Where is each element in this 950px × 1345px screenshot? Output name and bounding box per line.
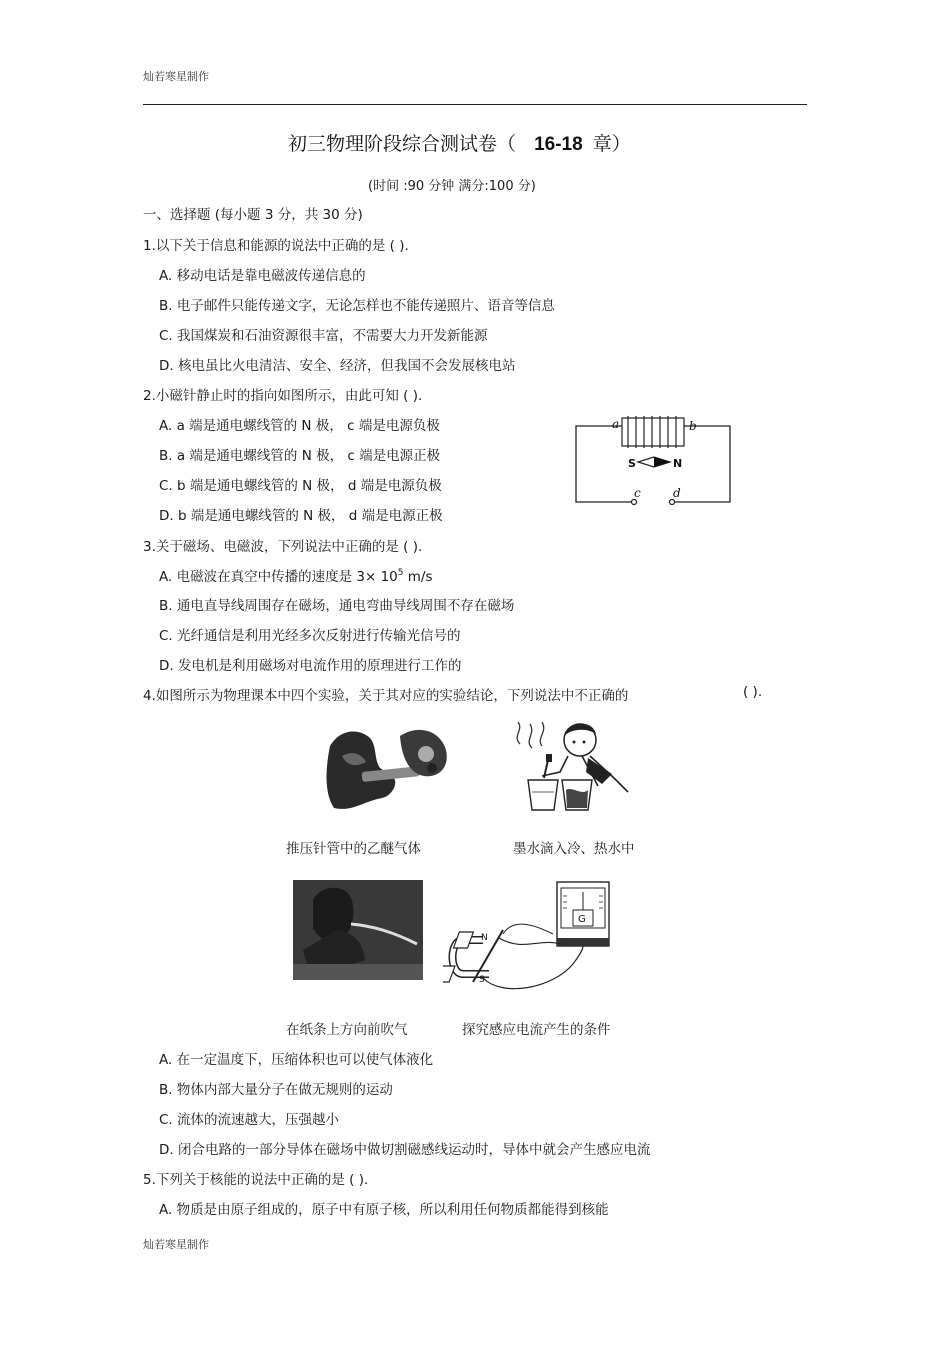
option-a-unit: m/s xyxy=(403,569,433,585)
option-a-text: A. 电磁波在真空中传播的速度是 3× 10 xyxy=(159,569,398,585)
label-b: b xyxy=(689,419,697,433)
galvanometer-label: G xyxy=(578,914,586,925)
question-3-stem: 3.关于磁场、电磁波，下列说法中正确的是 ( ). xyxy=(143,539,423,555)
question-4-option-b: B. 物体内部大量分子在做无规则的运动 xyxy=(159,1082,393,1098)
svg-text:S: S xyxy=(479,975,485,985)
caption-induction: 探究感应电流产生的条件 xyxy=(462,1022,611,1038)
title-chapters: 16-18 xyxy=(534,134,583,155)
page-title xyxy=(288,129,631,156)
question-1-stem: 1.以下关于信息和能源的说法中正确的是 ( ). xyxy=(143,238,409,254)
induction-galvanometer-diagram xyxy=(443,878,613,1002)
label-n: N xyxy=(673,457,683,470)
caption-syringe: 推压针管中的乙醚气体 xyxy=(286,841,421,857)
syringe-ether-photo xyxy=(322,716,452,814)
caption-ink-water: 墨水滴入冷、热水中 xyxy=(513,841,635,857)
title-text: 初三物理阶段综合测试卷（ xyxy=(288,133,517,155)
question-5-option-a: A. 物质是由原子组成的，原子中有原子核，所以利用任何物质都能得到核能 xyxy=(159,1202,609,1218)
question-1-option-a: A. 移动电话是靠电磁波传递信息的 xyxy=(159,268,366,284)
question-4-option-c: C. 流体的流速越大，压强越小 xyxy=(159,1112,340,1128)
question-5-stem: 5.下列关于核能的说法中正确的是 ( ). xyxy=(143,1172,369,1188)
question-2-option-b: B. a 端是通电螺线管的 N 极， c 端是电源正极 xyxy=(159,448,441,464)
svg-text:N: N xyxy=(481,933,488,943)
page-footer: 灿若寒星制作 xyxy=(143,1238,209,1251)
question-4-answer-blank: ( ). xyxy=(743,684,763,700)
page-header: 灿若寒星制作 xyxy=(143,70,209,83)
blowing-paper-photo xyxy=(293,880,423,980)
section-heading: 一、选择题 (每小题 3 分，共 30 分) xyxy=(143,207,363,223)
exam-info: (时间 :90 分钟 满分:100 分) xyxy=(368,179,536,194)
question-3-option-a xyxy=(159,565,433,585)
question-3-option-b: B. 通电直导线周围存在磁场，通电弯曲导线周围不存在磁场 xyxy=(159,598,515,614)
question-2-option-a: A. a 端是通电螺线管的 N 极， c 端是电源负极 xyxy=(159,418,440,434)
question-2-option-d: D. b 端是通电螺线管的 N 极， d 端是电源正极 xyxy=(159,508,443,524)
label-s: S xyxy=(628,457,636,470)
question-1-option-d: D. 核电虽比火电清洁、安全、经济，但我国不会发展核电站 xyxy=(159,358,516,374)
question-3-option-c: C. 光纤通信是利用光经多次反射进行传输光信号的 xyxy=(159,628,461,644)
question-4-option-d: D. 闭合电路的一部分导体在磁场中做切割磁感线运动时，导体中就会产生感应电流 xyxy=(159,1142,651,1158)
title-end: 章） xyxy=(592,133,631,155)
question-2-option-c: C. b 端是通电螺线管的 N 极， d 端是电源负极 xyxy=(159,478,442,494)
label-a: a xyxy=(612,417,620,431)
question-4-option-a: A. 在一定温度下，压缩体积也可以使气体液化 xyxy=(159,1052,434,1068)
question-4-stem: 4.如图所示为物理课本中四个实验，关于其对应的实验结论，下列说法中不正确的 xyxy=(143,688,629,704)
question-1-option-c: C. 我国煤炭和石油资源很丰富，不需要大力开发新能源 xyxy=(159,328,488,344)
question-1-option-b: B. 电子邮件只能传递文字，无论怎样也不能传递照片、语音等信息 xyxy=(159,298,555,314)
option-a-exponent: 5 xyxy=(397,568,404,578)
header-rule xyxy=(143,104,807,105)
question-2-stem: 2.小磁针静止时的指向如图所示，由此可知 ( ). xyxy=(143,388,423,404)
question-3-option-d: D. 发电机是利用磁场对电流作用的原理进行工作的 xyxy=(159,658,462,674)
label-d: d xyxy=(673,486,681,500)
solenoid-circuit-diagram xyxy=(570,406,734,516)
caption-blowing: 在纸条上方向前吹气 xyxy=(286,1022,408,1038)
ink-water-illustration xyxy=(502,714,642,818)
label-c: c xyxy=(634,486,641,500)
